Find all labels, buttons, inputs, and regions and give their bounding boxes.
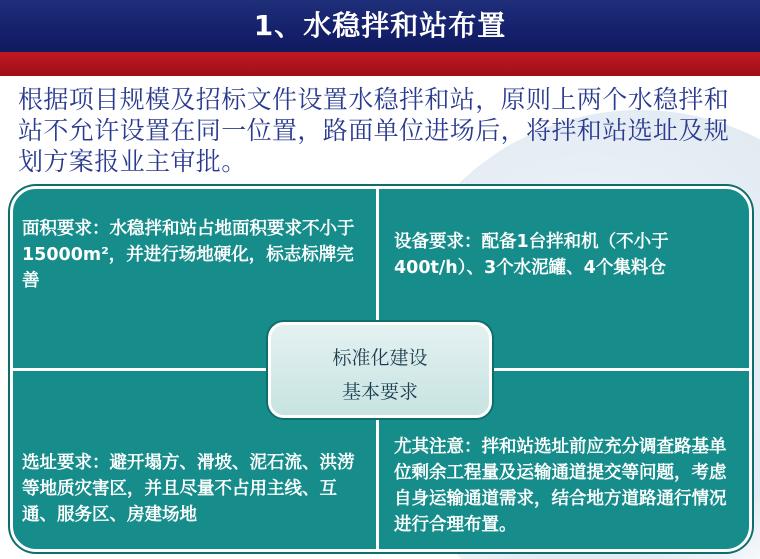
site-selection-requirement-text: 选址要求：避开塌方、滑坡、泥石流、洪涝等地质灾害区，并且尽量不占用主线、互通、服务区、房建场地: [22, 453, 355, 525]
equipment-requirement-text: 设备要求：配备1台拌和机（不小于400t/h）、3个水泥罐、4个集料仓: [394, 232, 669, 278]
center-label-box: [268, 322, 492, 418]
red-band: [0, 52, 760, 76]
center-label-line1: 标准化建设: [332, 347, 428, 369]
center-label-line2: 基本要求: [341, 381, 418, 403]
slide-title: 1、水稳拌和站布置: [253, 9, 507, 42]
intro-paragraph: 根据项目规模及招标文件设置水稳拌和站，原则上两个水稳拌和站不允许设置在同一位置，路面单位进场后，将拌和站选址及规划方案报业主审批。: [18, 85, 730, 176]
area-requirement-text: 面积要求：水稳拌和站占地面积要求不小于15000m²，并进行场地硬化，标志标牌完善: [22, 219, 355, 291]
special-attention-text: 尤其注意：拌和站选址前应充分调查路基单位剩余工程量及运输通道提交等问题，考虑自身运输通道需求，结合地方道路通行情况进行合理布置。: [394, 437, 727, 535]
